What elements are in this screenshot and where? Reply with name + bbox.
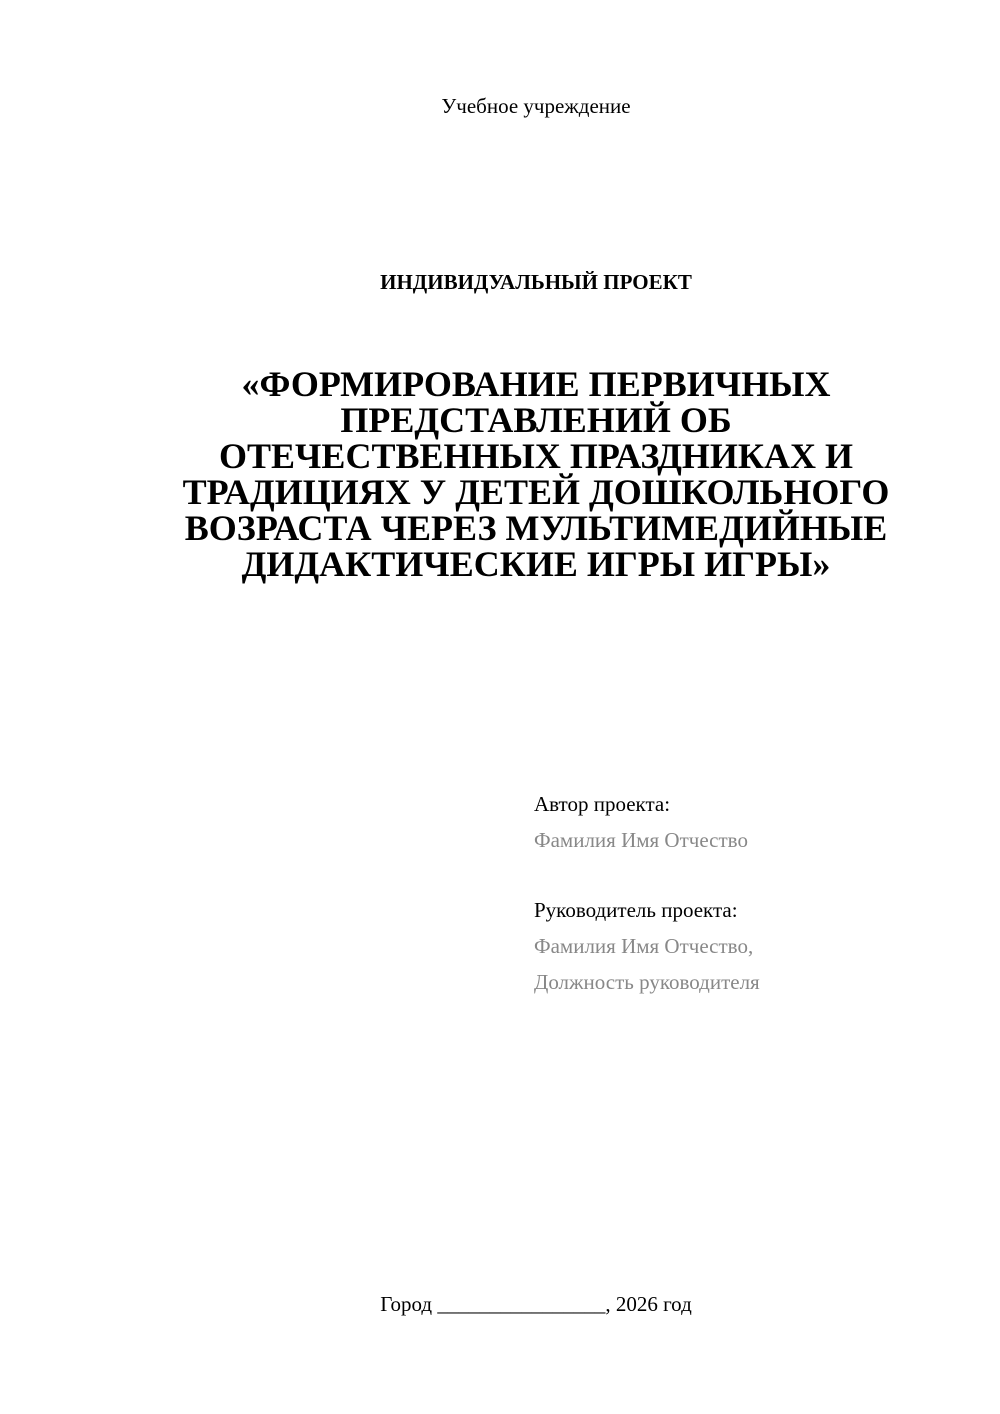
supervisor-name: Фамилия Имя Отчество, xyxy=(534,934,754,958)
institution-name: Учебное учреждение xyxy=(441,94,631,118)
project-title-line: ПРЕДСТАВЛЕНИЙ ОБ xyxy=(340,400,732,440)
author-block xyxy=(534,790,954,854)
project-title xyxy=(130,366,942,582)
project-title-line: «ФОРМИРОВАНИЕ ПЕРВИЧНЫХ xyxy=(241,364,831,404)
author-label: Автор проекта: xyxy=(534,792,671,816)
supervisor-position: Должность руководителя xyxy=(534,970,760,994)
city-blank: ________________ xyxy=(437,1292,606,1316)
author-name: Фамилия Имя Отчество xyxy=(534,828,748,852)
project-title-line: ОТЕЧЕСТВЕННЫХ ПРАЗДНИКАХ И xyxy=(218,436,853,476)
project-title-line: ДИДАКТИЧЕСКИЕ ИГРЫ ИГРЫ» xyxy=(241,544,831,584)
supervisor-block xyxy=(534,896,954,996)
city-year-line xyxy=(0,1290,1000,1318)
project-title-line: ВОЗРАСТА ЧЕРЕЗ МУЛЬТИМЕДИЙНЫЕ xyxy=(184,508,888,548)
city-label: Город xyxy=(380,1292,433,1316)
project-title-line: ТРАДИЦИЯХ У ДЕТЕЙ ДОШКОЛЬНОГО xyxy=(182,472,890,512)
year-text: , 2026 год xyxy=(605,1292,692,1316)
project-type-heading: ИНДИВИДУАЛЬНЫЙ ПРОЕКТ xyxy=(380,270,692,294)
supervisor-label: Руководитель проекта: xyxy=(534,898,738,922)
